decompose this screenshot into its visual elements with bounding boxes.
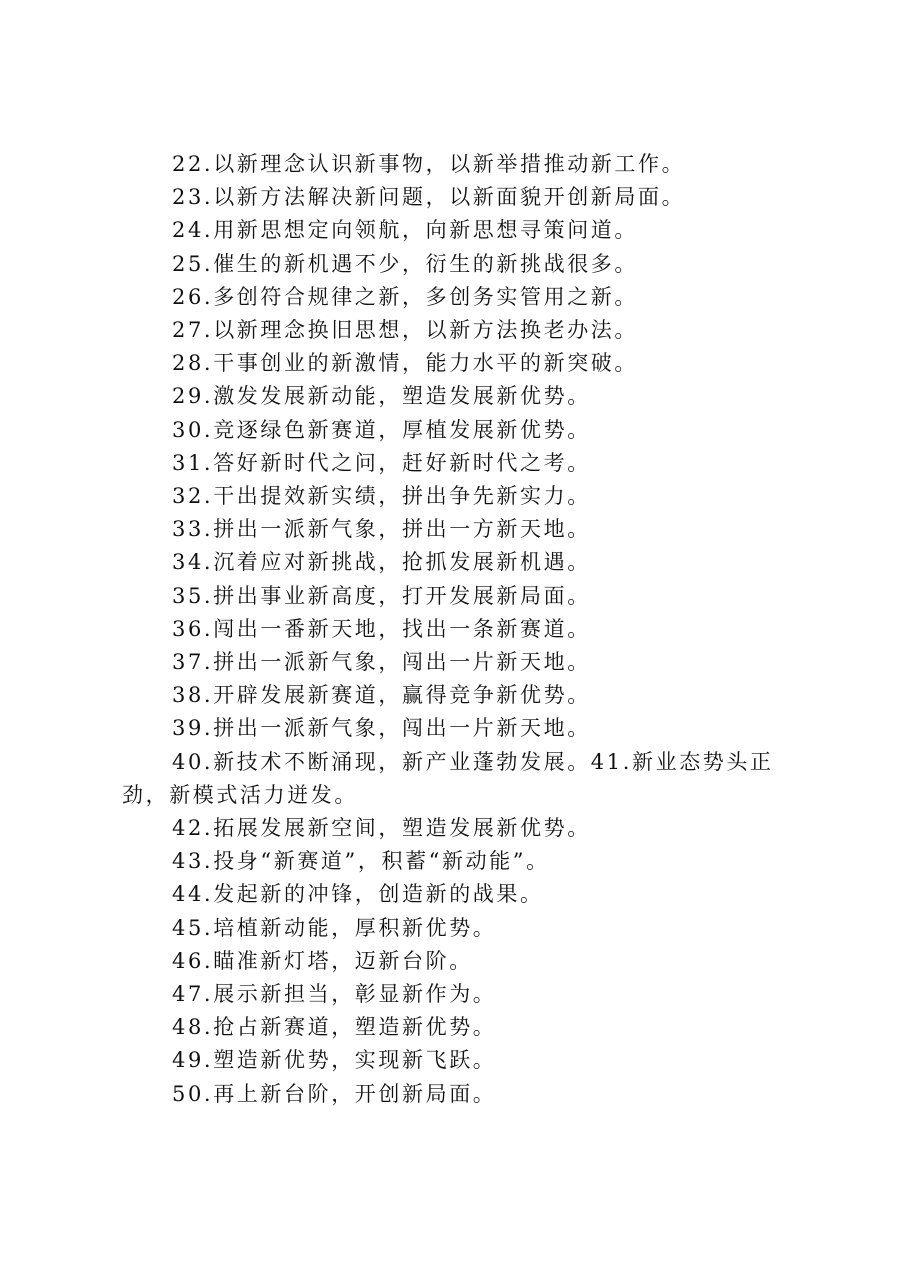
list-item-40-41: 40.新技术不断涌现，新产业蓬勃发展。41.新业态势头正劲，新模式活力迸发。 xyxy=(122,749,774,807)
list-item-22: 22.以新理念认识新事物，以新举措推动新工作。 xyxy=(172,152,686,176)
list-item-34: 34.沉着应对新挑战，抢抓发展新机遇。 xyxy=(172,550,591,575)
document-body xyxy=(122,148,812,1111)
list-item-44: 44.发起新的冲锋，创造新的战果。 xyxy=(172,882,544,907)
list-item-35: 35.拼出事业新高度，打开发展新局面。 xyxy=(172,583,591,608)
list-item-46: 46.瞄准新灯塔，迈新台阶。 xyxy=(172,948,473,973)
list-item-50: 50.再上新台阶，开创新局面。 xyxy=(172,1081,497,1106)
list-item-43: 43.投身“新赛道”，积蓄“新动能”。 xyxy=(172,849,550,874)
list-item-39: 39.拼出一派新气象，闯出一片新天地。 xyxy=(172,716,591,741)
list-item-37: 37.拼出一派新气象，闯出一片新天地。 xyxy=(172,650,591,675)
list-item-33: 33.拼出一派新气象，拼出一方新天地。 xyxy=(172,517,591,542)
list-item-23: 23.以新方法解决新问题，以新面貌开创新局面。 xyxy=(172,185,686,210)
list-item-48: 48.抢占新赛道，塑造新优势。 xyxy=(172,1015,497,1040)
list-item-30: 30.竞逐绿色新赛道，厚植发展新优势。 xyxy=(172,417,591,442)
list-item-24: 24.用新思想定向领航，向新思想寻策问道。 xyxy=(172,218,638,243)
list-item-25: 25.催生的新机遇不少，衍生的新挑战很多。 xyxy=(172,251,638,276)
list-item-28: 28.干事创业的新激情，能力水平的新突破。 xyxy=(172,351,638,376)
list-item-27: 27.以新理念换旧思想，以新方法换老办法。 xyxy=(172,318,638,343)
list-item-38: 38.开辟发展新赛道，赢得竞争新优势。 xyxy=(172,683,591,708)
list-item-36: 36.闯出一番新天地，找出一条新赛道。 xyxy=(172,616,591,641)
list-item-42: 42.拓展发展新空间，塑造发展新优势。 xyxy=(172,816,591,841)
list-item-26: 26.多创符合规律之新，多创务实管用之新。 xyxy=(172,284,638,309)
list-item-32: 32.干出提效新实绩，拼出争先新实力。 xyxy=(172,484,591,509)
list-item-45: 45.培植新动能，厚积新优势。 xyxy=(172,915,497,940)
list-item-31: 31.答好新时代之问，赶好新时代之考。 xyxy=(172,450,591,475)
list-item-47: 47.展示新担当，彰显新作为。 xyxy=(172,982,497,1007)
list-item-49: 49.塑造新优势，实现新飞跃。 xyxy=(172,1048,497,1073)
list-item-29: 29.激发发展新动能，塑造发展新优势。 xyxy=(172,384,591,409)
